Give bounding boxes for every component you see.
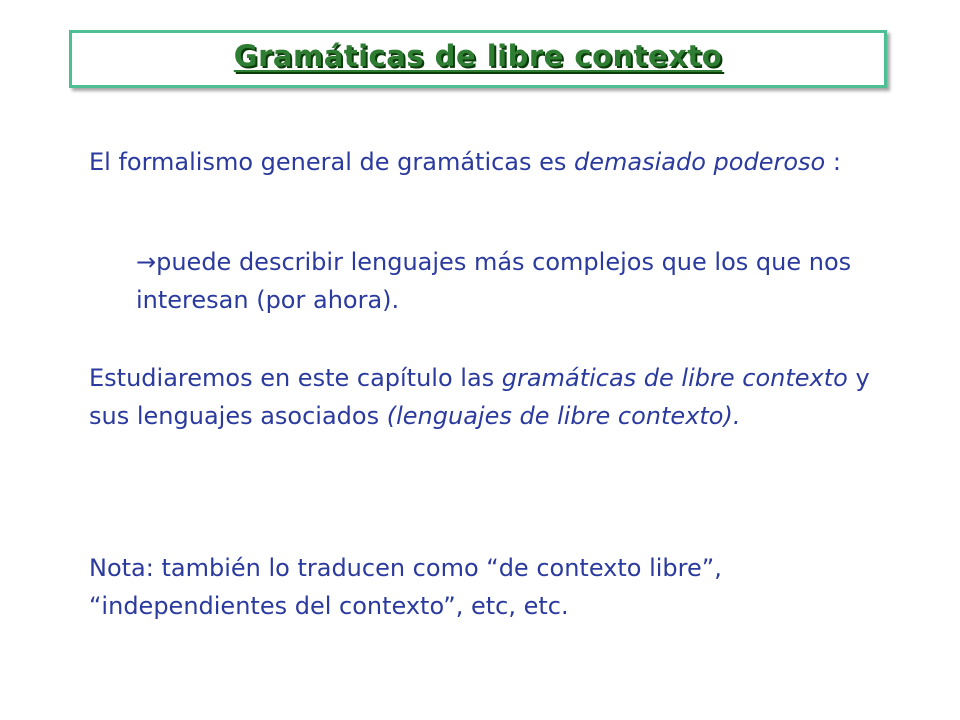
title-box [69,30,887,88]
chapter-text-b: y sus lenguajes asociados [89,364,870,430]
chapter-emphasis-a: gramáticas de libre contexto [501,364,848,392]
intro-emphasis: demasiado poderoso [574,148,826,176]
bullet-text: puede describir lenguajes más complejos que los que nos interesan (por ahora). [136,248,852,314]
bullet-item [136,243,866,319]
chapter-paragraph [89,359,879,435]
intro-paragraph [89,143,879,181]
intro-text-a: El formalismo general de gramáticas es [89,148,575,176]
slide-title: Gramáticas de libre contexto [233,39,723,73]
arrow-right-icon: → [136,248,157,276]
chapter-text-a: Estudiaremos en este capítulo las [89,364,502,392]
note-paragraph: Nota: también lo traducen como “de contexto libre”, “independientes del contexto”, etc, etc. [89,554,722,620]
chapter-emphasis-b: (lenguajes de libre contexto). [386,402,741,430]
intro-text-b: : [825,148,841,176]
